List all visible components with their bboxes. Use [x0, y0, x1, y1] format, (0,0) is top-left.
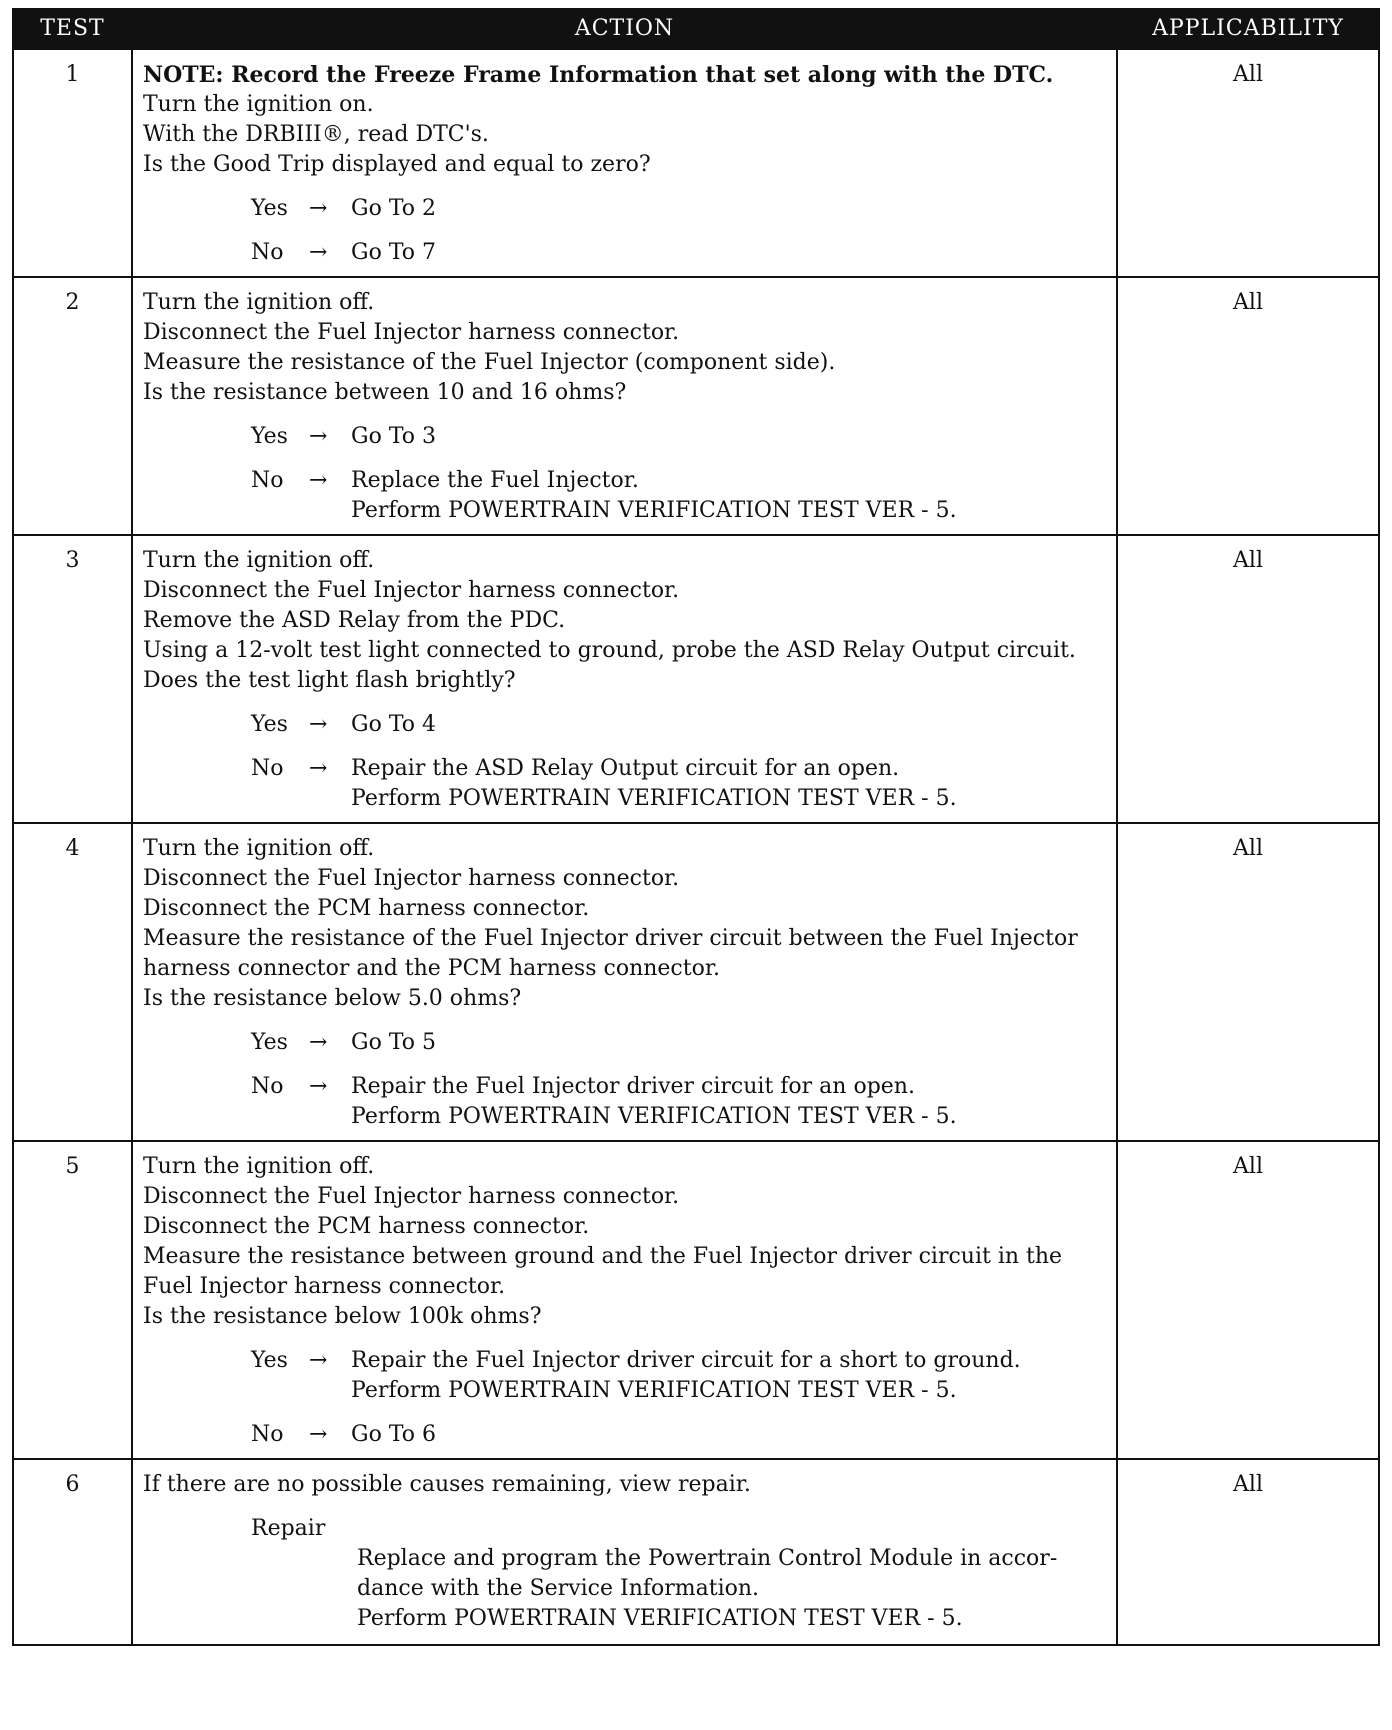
test-number: 3: [13, 535, 132, 823]
arrow-right-icon: →: [309, 468, 328, 493]
answer-key: No: [251, 240, 284, 265]
action-step: Disconnect the Fuel Injector harness connector.: [143, 866, 680, 891]
repair-label: Repair: [251, 1516, 326, 1541]
answer-line: Repair the ASD Relay Output circuit for an open.: [351, 756, 900, 781]
repair-line: Replace and program the Powertrain Control Module in accor-: [357, 1546, 1058, 1571]
answer-line: Go To 3: [351, 424, 437, 449]
action-step: Is the resistance between 10 and 16 ohms?: [143, 380, 627, 405]
action-step: harness connector and the PCM harness connector.: [143, 956, 720, 981]
action-cell: [132, 49, 1117, 277]
answer-body: [351, 754, 1108, 814]
answer-line: Replace the Fuel Injector.: [351, 468, 639, 493]
action-step: Turn the ignition off.: [143, 290, 375, 315]
answer-no: [143, 754, 1108, 814]
action-step: Is the Good Trip displayed and equal to zero?: [143, 152, 651, 177]
answer-key: Yes: [251, 196, 288, 221]
action-step: Remove the ASD Relay from the PDC.: [143, 608, 566, 633]
test-number: 2: [13, 277, 132, 535]
action-cell: [132, 1459, 1117, 1645]
answer-yes: [143, 710, 1108, 740]
action-cell: [132, 535, 1117, 823]
action-step: With the DRBIII®, read DTC's.: [143, 122, 489, 147]
action-step: Measure the resistance between ground and the Fuel Injector driver circuit in the: [143, 1244, 1063, 1269]
action-step: Is the resistance below 5.0 ohms?: [143, 986, 522, 1011]
test-number: 4: [13, 823, 132, 1141]
answer-key: No: [251, 1422, 284, 1447]
action-step: Disconnect the Fuel Injector harness connector.: [143, 1184, 680, 1209]
note-text: NOTE: Record the Freeze Frame Information that set along with the DTC.: [143, 62, 1054, 88]
arrow-right-icon: →: [309, 1074, 328, 1099]
answer-key: No: [251, 756, 284, 781]
action-step: Turn the ignition off.: [143, 836, 375, 861]
arrow-right-icon: →: [309, 1030, 328, 1055]
answer-line: Perform POWERTRAIN VERIFICATION TEST VER - 5.: [351, 498, 957, 523]
action-step: Does the test light flash brightly?: [143, 668, 516, 693]
answer-no: [143, 1072, 1108, 1132]
action-cell: [132, 1141, 1117, 1459]
header-test: TEST: [13, 9, 132, 49]
answer-key: Yes: [251, 424, 288, 449]
action-step: Fuel Injector harness connector.: [143, 1274, 506, 1299]
table-row: [13, 823, 1379, 1141]
answer-no: [143, 466, 1108, 526]
answer-body: [351, 710, 1108, 740]
action-step: If there are no possible causes remaining, view repair.: [143, 1472, 751, 1497]
answer-yes: [143, 1346, 1108, 1406]
header-applicability: APPLICABILITY: [1117, 9, 1379, 49]
repair-line: Perform POWERTRAIN VERIFICATION TEST VER - 5.: [357, 1606, 963, 1631]
arrow-right-icon: →: [309, 712, 328, 737]
applicability-cell: All: [1117, 823, 1379, 1141]
action-step: Measure the resistance of the Fuel Injector driver circuit between the Fuel Injector: [143, 926, 1078, 951]
answer-line: Repair the Fuel Injector driver circuit for an open.: [351, 1074, 915, 1099]
arrow-right-icon: →: [309, 1422, 328, 1447]
action-step: Disconnect the PCM harness connector.: [143, 896, 590, 921]
applicability-cell: All: [1117, 277, 1379, 535]
repair-body: [143, 1544, 1108, 1634]
arrow-right-icon: →: [309, 424, 328, 449]
answer-line: Go To 4: [351, 712, 437, 737]
answer-yes: [143, 194, 1108, 224]
header-row: [13, 9, 1379, 49]
action-step: Disconnect the PCM harness connector.: [143, 1214, 590, 1239]
answer-no: [143, 238, 1108, 268]
answer-body: [351, 1028, 1108, 1058]
answer-line: Go To 5: [351, 1030, 437, 1055]
applicability-cell: All: [1117, 535, 1379, 823]
answer-key: Yes: [251, 1348, 288, 1373]
answer-key: No: [251, 468, 284, 493]
action-step: Turn the ignition on.: [143, 92, 374, 117]
diagnostic-test-table: [12, 8, 1380, 1646]
answer-line: Go To 6: [351, 1422, 437, 1447]
action-cell: [132, 823, 1117, 1141]
header-action: ACTION: [132, 9, 1117, 49]
table-row: [13, 1141, 1379, 1459]
table-row: [13, 535, 1379, 823]
answer-yes: [143, 1028, 1108, 1058]
action-step: Disconnect the Fuel Injector harness connector.: [143, 320, 680, 345]
table-row: [13, 277, 1379, 535]
answer-key: No: [251, 1074, 284, 1099]
repair-line: dance with the Service Information.: [357, 1576, 760, 1601]
test-number: 5: [13, 1141, 132, 1459]
action-step: Using a 12-volt test light connected to ground, probe the ASD Relay Output circuit.: [143, 638, 1076, 663]
applicability-cell: All: [1117, 1459, 1379, 1645]
table-row: [13, 1459, 1379, 1645]
answer-body: [351, 1420, 1108, 1450]
table-row: [13, 49, 1379, 277]
answer-body: [351, 466, 1108, 526]
answer-key: Yes: [251, 712, 288, 737]
table-body: [13, 49, 1379, 1645]
action-step: Measure the resistance of the Fuel Injector (component side).: [143, 350, 836, 375]
answer-yes: [143, 422, 1108, 452]
answer-body: [351, 1346, 1108, 1406]
test-number: 1: [13, 49, 132, 277]
answer-body: [351, 1072, 1108, 1132]
applicability-cell: All: [1117, 1141, 1379, 1459]
action-step: Turn the ignition off.: [143, 548, 375, 573]
answer-body: [351, 238, 1108, 268]
answer-line: Perform POWERTRAIN VERIFICATION TEST VER - 5.: [351, 1378, 957, 1403]
answer-no: [143, 1420, 1108, 1450]
applicability-cell: All: [1117, 49, 1379, 277]
answer-line: Go To 7: [351, 240, 437, 265]
action-step: Turn the ignition off.: [143, 1154, 375, 1179]
answer-key: Yes: [251, 1030, 288, 1055]
answer-line: Repair the Fuel Injector driver circuit for a short to ground.: [351, 1348, 1021, 1373]
test-number: 6: [13, 1459, 132, 1645]
arrow-right-icon: →: [309, 240, 328, 265]
answer-body: [351, 194, 1108, 224]
answer-line: Perform POWERTRAIN VERIFICATION TEST VER - 5.: [351, 1104, 957, 1129]
arrow-right-icon: →: [309, 756, 328, 781]
answer-body: [351, 422, 1108, 452]
arrow-right-icon: →: [309, 1348, 328, 1373]
action-cell: [132, 277, 1117, 535]
answer-line: Go To 2: [351, 196, 437, 221]
action-step: Disconnect the Fuel Injector harness connector.: [143, 578, 680, 603]
answer-line: Perform POWERTRAIN VERIFICATION TEST VER - 5.: [351, 786, 957, 811]
arrow-right-icon: →: [309, 196, 328, 221]
action-step: Is the resistance below 100k ohms?: [143, 1304, 542, 1329]
